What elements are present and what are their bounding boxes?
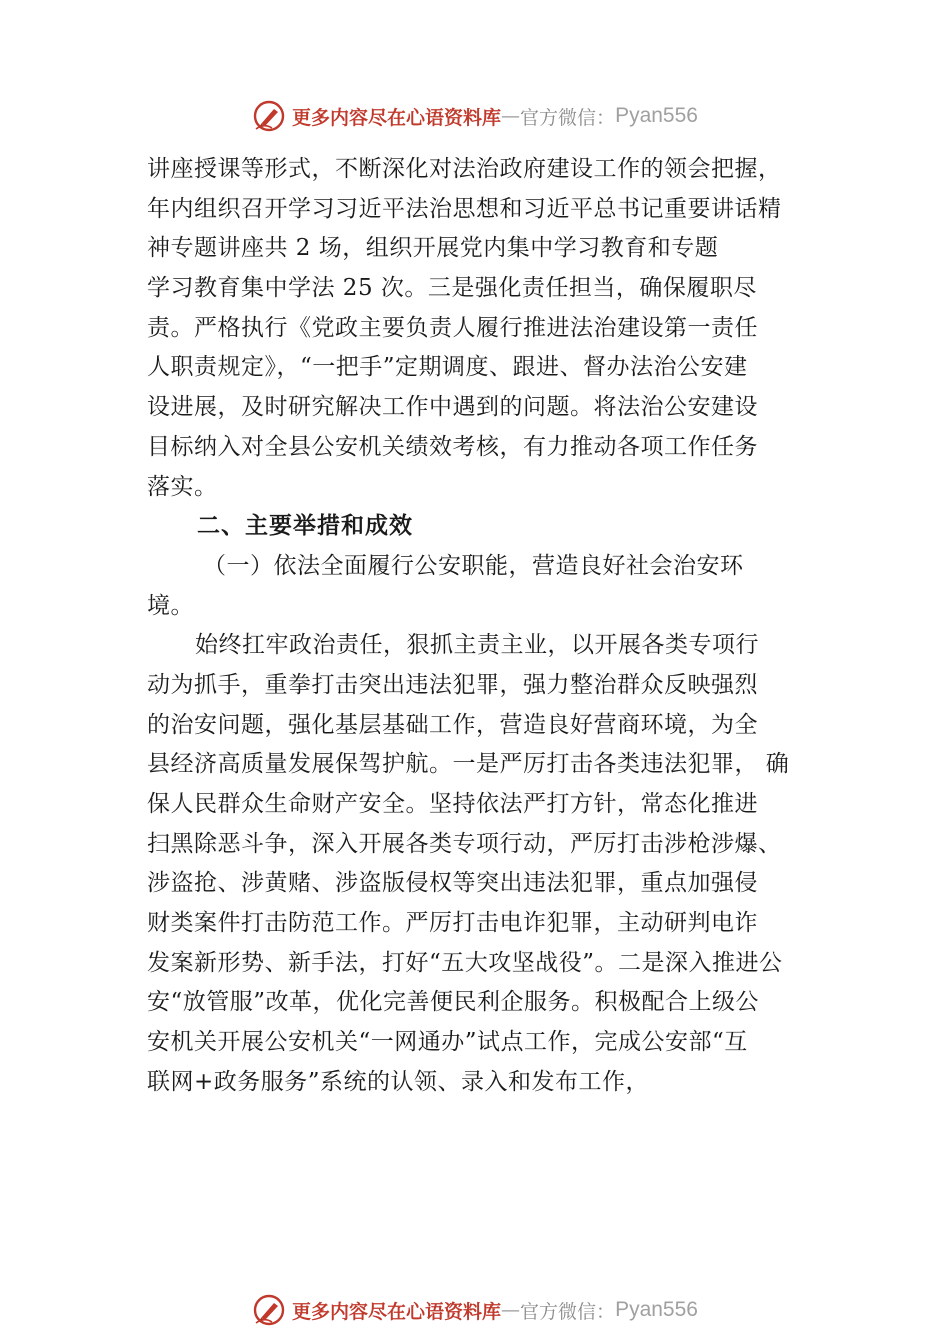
pen-logo-icon xyxy=(252,99,286,133)
text-line: 目标纳入对全县公安机关绩效考核，有力推动各项工作任务 xyxy=(147,433,758,460)
text-line: 扫黑除恶斗争，深入开展各类专项行动，严厉打击涉枪涉爆、 xyxy=(147,830,782,857)
text-line: 设进展，及时研究解决工作中遇到的问题。将法治公安建设 xyxy=(147,394,758,421)
text-line: 讲座授课等形式，不断深化对法治政府建设工作的领会把握， xyxy=(147,156,782,182)
banner-wechat-id: Pyan556 xyxy=(615,104,698,127)
text-line: 联网+政务服务”系统的认领、录入和发布工作， xyxy=(147,1068,650,1095)
text-line: 始终扛牢政治责任，狠抓主责主业，以开展各类专项行 xyxy=(195,632,759,659)
text-line: 神专题讲座共 2 场，组织开展党内集中学习教育和专题 xyxy=(147,235,719,262)
text-line: 动为抓手，重拳打击突出违法犯罪，强力整治群众反映强烈 xyxy=(147,671,758,698)
banner-separator: — xyxy=(501,105,521,127)
banner-wechat-label: 官方微信： xyxy=(520,1300,616,1323)
text-line: 发案新形势、新手法，打好“五大攻坚战役”。二是深入推进公 xyxy=(147,949,783,976)
pen-logo-icon xyxy=(252,1293,286,1327)
banner-title: 更多内容尽在心语资料库 xyxy=(292,106,502,129)
text-line: 年内组织召开学习习近平法治思想和习近平总书记重要讲话精 xyxy=(147,195,782,222)
text-line: 学习教育集中学法 25 次。三是强化责任担当，确保履职尽 xyxy=(147,275,757,302)
banner-wechat-id: Pyan556 xyxy=(615,1298,698,1321)
banner-wechat-label: 官方微信： xyxy=(520,106,616,129)
text-line: 人职责规定》，“一把手”定期调度、跟进、督办法治公安建 xyxy=(147,354,748,381)
text-line: 财类案件打击防范工作。严厉打击电诈犯罪，主动研判电诈 xyxy=(147,910,758,937)
text-line: 安机关开展公安机关“一网通办”试点工作，完成公安部“互 xyxy=(147,1029,748,1056)
text-line: 涉盗抢、涉黄赌、涉盗版侵权等突出违法犯罪，重点加强侵 xyxy=(147,870,758,897)
footer-banner xyxy=(0,1290,950,1330)
subsection-heading: （一）依法全面履行公安职能，营造良好社会治安环 xyxy=(203,552,744,579)
text-line: 落实。 xyxy=(147,473,218,500)
banner-title: 更多内容尽在心语资料库 xyxy=(292,1300,502,1323)
text-line: 责。严格执行《党政主要负责人履行推进法治建设第一责任 xyxy=(147,314,758,341)
subsection-heading-cont: 境。 xyxy=(147,592,194,619)
text-line: 的治安问题，强化基层基础工作，营造良好营商环境，为全 xyxy=(147,711,758,738)
document-body xyxy=(147,150,837,1103)
section-heading: 二、主要举措和成效 xyxy=(197,513,413,540)
text-line: 保人民群众生命财产安全。坚持依法严打方针，常态化推进 xyxy=(147,791,758,817)
header-banner xyxy=(0,96,950,136)
text-line: 安“放管服”改革，优化完善便民利企服务。积极配合上级公 xyxy=(147,989,760,1016)
text-line: 县经济高质量发展保驾护航。一是严厉打击各类违法犯罪， 确 xyxy=(147,751,790,778)
banner-separator: — xyxy=(501,1299,521,1321)
